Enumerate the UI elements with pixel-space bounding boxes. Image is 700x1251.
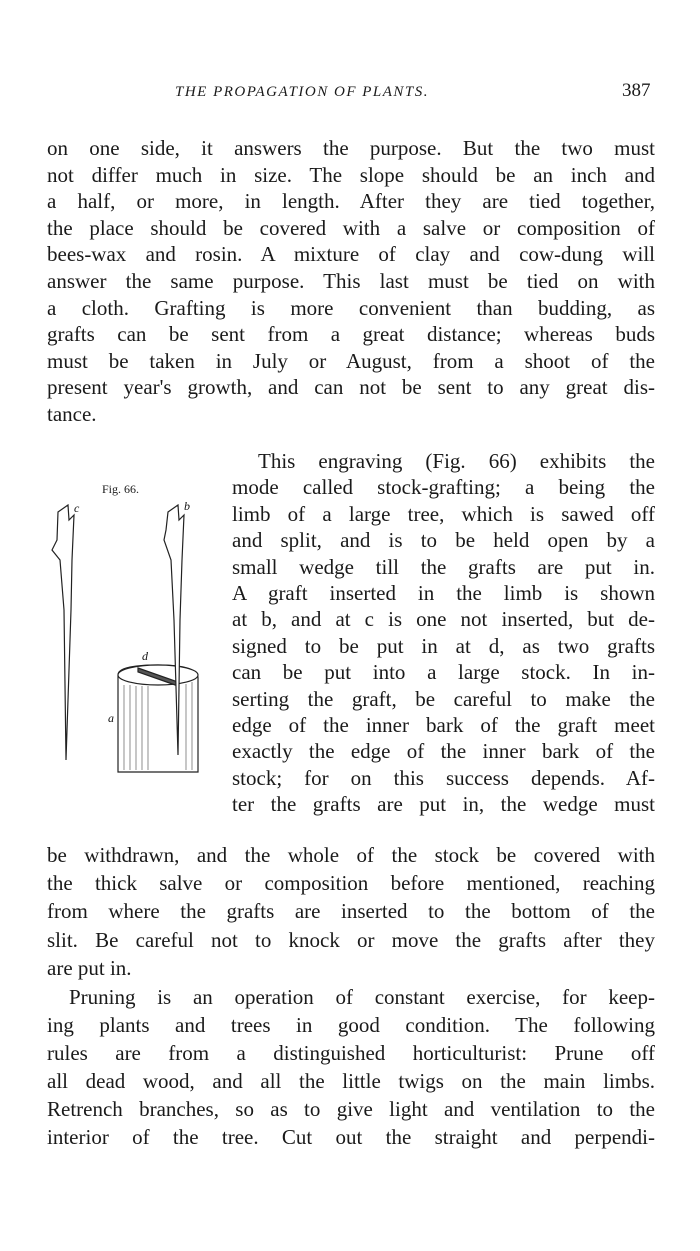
text-line: be withdrawn, and the whole of the stock be covered with (47, 843, 655, 867)
text-line: not differ much in size. The slope should be an inch and (47, 162, 655, 187)
text-line: from where the grafts are inserted to the bottom of the (47, 899, 655, 924)
label-d: d (142, 649, 148, 663)
text-line: can be put into a large stock. In in- (232, 660, 655, 685)
text-line: limb of a large tree, which is sawed off (232, 501, 655, 526)
figure-caption: Fig. 66. (102, 482, 140, 496)
label-b: b (184, 500, 190, 513)
text-line: present year's growth, and can not be sent to any great dis- (47, 375, 655, 400)
text-line: on one side, it answers the purpose. But the two must (47, 136, 655, 160)
text-line: all dead wood, and all the little twigs on the main limbs. (47, 1069, 655, 1093)
text-line: rules are from a distinguished horticulturist: Prune off (47, 1041, 655, 1065)
text-line: tance. (47, 402, 97, 426)
text-line: are put in. (47, 955, 132, 980)
graft-c (52, 505, 74, 760)
text-line: must be taken in July or August, from a shoot of the (47, 348, 655, 373)
text-line: ter the grafts are put in, the wedge must (232, 792, 655, 817)
text-line: small wedge till the grafts are put in. (232, 554, 655, 579)
page-number: 387 (622, 80, 651, 101)
text-line: serting the graft, be careful to make the (232, 686, 655, 711)
text-line: slit. Be careful not to knock or move the grafts after they (47, 927, 655, 952)
text-line: and split, and is to be held open by a (232, 528, 655, 553)
text-line: the thick salve or composition before mentioned, reaching (47, 871, 655, 896)
label-c: c (74, 501, 80, 515)
text-line: edge of the inner bark of the graft meet (232, 713, 655, 737)
text-line: signed to be put in at d, as two grafts (232, 633, 655, 658)
text-line: a half, or more, in length. After they are tied together, (47, 189, 655, 214)
text-line: ing plants and trees in good condition. The following (47, 1013, 655, 1037)
text-line: at b, and at c is one not inserted, but de- (232, 607, 655, 632)
text-line: Retrench branches, so as to give light and ventilation to the (47, 1097, 655, 1121)
stock-grafting-illustration (38, 500, 218, 780)
text-line: answer the same purpose. This last must be tied on with (47, 269, 655, 293)
running-title: THE PROPAGATION OF PLANTS. (175, 84, 430, 100)
text-line: bees-wax and rosin. A mixture of clay and cow-dung will (47, 242, 655, 267)
text-line: A graft inserted in the limb is shown (232, 581, 655, 605)
text-line: mode called stock-grafting; a being the (232, 475, 655, 500)
text-line: stock; for on this success depends. Af- (232, 765, 655, 790)
label-a: a (108, 711, 114, 725)
text-line: a cloth. Grafting is more convenient than budding, as (47, 295, 655, 320)
text-line: the place should be covered with a salve or composition of (47, 215, 655, 240)
text-line: Pruning is an operation of constant exercise, for keep- (69, 985, 655, 1009)
text-line: interior of the tree. Cut out the straight and perpendi- (47, 1125, 655, 1149)
text-line: exactly the edge of the inner bark of the (232, 739, 655, 764)
text-line: This engraving (Fig. 66) exhibits the (258, 449, 655, 473)
text-line: grafts can be sent from a great distance; whereas buds (47, 322, 655, 347)
